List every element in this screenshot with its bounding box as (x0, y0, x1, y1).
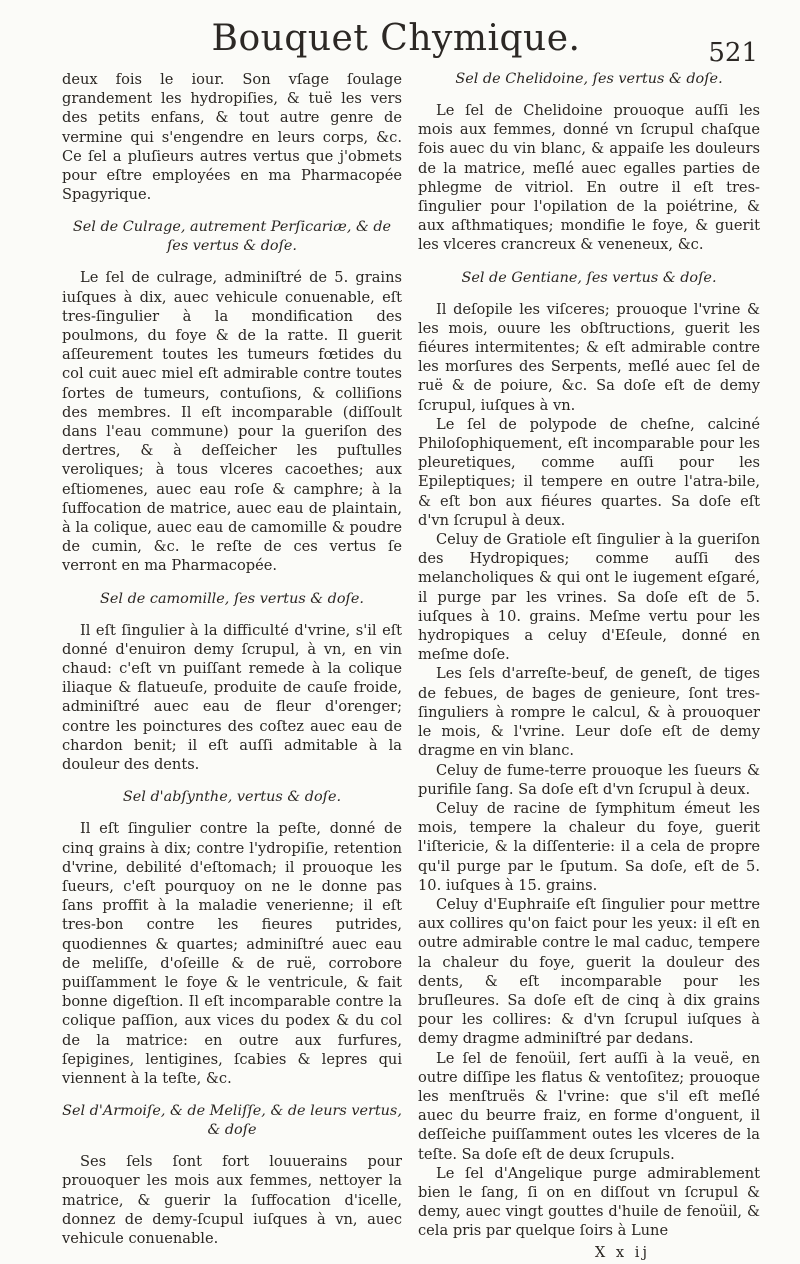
paragraph: Il eſt ſingulier à la difficulté d'vrine, s'il eſt donné d'enuiron demy ſcrupul, à vn, en vin chaud: c'eſt vn puiſſant remede à la colique iliaque & flatueuſe, produite de cauſe froide, adminiſtré auec eau de fleur d'orenger; contre les poinctures des coſtez auec eau de chardon benit; il eſt auſſi admitable à la douleur des dents. (62, 621, 402, 774)
paragraph: Celuy de Gratiole eſt ſingulier à la gueriſon des Hydropiques; comme auſſi des melancholiques & qui ont le iugement eſgaré, il purge par les vrines. Sa doſe eſt de 5. iuſques à 10. grains. Meſme vertu pour les hydropiques a celuy d'Eſeule, donné en meſme doſe. (418, 531, 760, 664)
paragraph: Les ſels d'arreſte-beuf, de geneſt, de tiges de febues, de bages de genieure, ſont tres-ſinguliers à rompre le calcul, & à prouoquer le mois, & l'vrine. Leur doſe eſt de demy dragme en vin blanc. (418, 665, 760, 760)
paragraph: Le ſel de Chelidoine prouoque auſſi les mois aux femmes, donné vn ſcrupul chaſque fois auec du vin blanc, & appaiſe les douleurs de la matrice, meſlé auec egalles parties de phlegme de vitriol. En outre il eſt tres-ſingulier pour l'opilation de la poiétrine, & aux aſthmatiques; mondifie le foye, & guerit les vlceres crancreux & veneneux, &c. (418, 102, 760, 254)
paragraph: Celuy d'Euphraiſe eſt ſingulier pour mettre aux collires qu'on faict pour les yeux: il eſt en outre admirable contre le mal caduc, tempere la chaleur du foye, guerit la douleur des dents, & eſt incomparable pour les bruſleures. Sa doſe eſt de cinq à dix grains pour les collires: & d'vn ſcrupul iuſques à demy dragme adminiſtré par dedans. (418, 895, 760, 1048)
paragraph: deux fois le iour. Son vſage ſoulage grandement les hydropiſies, & tuë les vers des petits enfans, & tout autre genre de vermine qui s'engendre en leurs corps, &c. Ce ſel a pluſieurs autres vertus que j'obmets pour eſtre employées en ma Pharmacopée Spagyrique. (62, 71, 402, 204)
paragraph: Le ſel d'Angelique purge admirablement bien le ſang, ſi on en diſſout vn ſcrupul & demy, auec vingt gouttes d'huile de fenoüil, & cela pris par quelque ſoirs à Lune (418, 1164, 760, 1240)
section-heading: Sel de Gentiane, ſes vertus & doſe. (461, 269, 717, 286)
section-heading: Sel d'Armoiſe, & de Meliſſe, & de leurs vertus, & doſe (62, 1103, 402, 1139)
paragraph: Le ſel de polypode de cheſne, calciné Philoſophiquement, eſt incomparable pour les pleuretiques, comme auſſi pour les Epileptiques; il tempere en outre l'atra-bile, & eſt bon aux fiéures quartes. Sa doſe eſt d'vn ſcrupul à deux. (418, 415, 760, 529)
running-head (0, 14, 800, 74)
paragraph: Ses ſels ſont fort louuerains pour prouoquer les mois aux femmes, nettoyer la matrice, & guerir la ſuffocation d'icelle, donnez de demy-ſcupul iuſques à vn, auec vehicule conuenable. (62, 1153, 402, 1247)
right-column (418, 70, 760, 1262)
signature-mark: X x ij (594, 1243, 650, 1261)
section-heading: Sel de camomille, ſes vertus & doſe. (100, 590, 364, 607)
page-number: 521 (708, 38, 758, 68)
paragraph: Celuy de fume-terre prouoque les ſueurs & purifile ſang. Sa doſe eſt d'vn ſcrupul à deux. (418, 761, 760, 798)
section-heading: Sel de Culrage, autrement Perſicariæ, & de ſes vertus & doſe. (72, 219, 392, 255)
paragraph: Le ſel de culrage, adminiſtré de 5. grains iuſques à dix, auec vehicule conuenable, eſt tres-ſingulier à la mondification des poulmons, du foye & de la ratte. Il guerit aſſeurement toutes les tumeurs fœtides du col cuit auec miel eſt admirable contre toutes ſortes de tumeurs, contuſions, & colliſions des membres. Il eſt incomparable (diſſoult dans l'eau commune) pour la gueriſon des dertres, & à deſſeicher les puſtulles veroliques; à tous vlceres cacoethes; aux eſtiomenes, auec eau roſe & camphre; à la ſuffocation de matrice, auec eau de plaintain, à la colique, auec eau de camomille & poudre de cumin, &c. le reſte de ces vertus ſe verront en ma Pharmacopée. (62, 269, 402, 575)
paragraph: Il eſt ſingulier contre la peſte, donné de cinq grains à dix; contre l'ydropiſie, retention d'vrine, debilité d'eſtomach; il prouoque les ſueurs, c'eſt pourquoy on ne le donne pas ſans proffit à la maladie venerienne; il eſt tres-bon contre les fieures putrides, quodiennes & quartes; adminiſtré auec eau de meliſſe, d'oſeille & de ruë, corrobore puiſſamment le foye & le ventricule, & fait bonne digeſtion. Il eſt incomparable contre la colique paſſion, aux vices du podex & du col de la matrice: en outre aux furfures, ſepigines, lentigines, ſcabies & lepres qui viennent à la teſte, &c. (62, 820, 402, 1087)
paragraph: Celuy de racine de ſymphitum émeut les mois, tempere la chaleur du foye, guerit l'iſtericie, & la diſſenterie: il a cela de propre qu'il purge par le ſputum. Sa doſe, eſt de 5. 10. iuſques à 15. grains. (418, 799, 760, 894)
section-heading: Sel d'abſynthe, vertus & doſe. (122, 789, 342, 806)
paragraph: Le ſel de fenoüil, ſert auſſi à la veuë, en outre diſſipe les flatus & ventoſitez; prouoque les menſtruës & l'vrine: que s'il eſt meſlé auec du beurre fraiz, en forme d'onguent, il deſſeiche puiſſamment outes les vlceres de la teſte. Sa doſe eſt de deux ſcrupuls. (418, 1049, 760, 1163)
section-heading: Sel de Chelidoine, ſes vertus & doſe. (455, 71, 723, 87)
page-title: Bouquet Chymique. (211, 18, 581, 59)
left-column (62, 70, 402, 1248)
paragraph: Il deſopile les viſceres; prouoque l'vrine & les mois, ouure les obſtructions, guerit les fiéures intermitentes; & eſt admirable contre les morſures des Serpents, meſlé auec ſel de ruë & de poiure, &c. Sa doſe eſt de demy ſcrupul, iuſques à vn. (418, 300, 760, 414)
